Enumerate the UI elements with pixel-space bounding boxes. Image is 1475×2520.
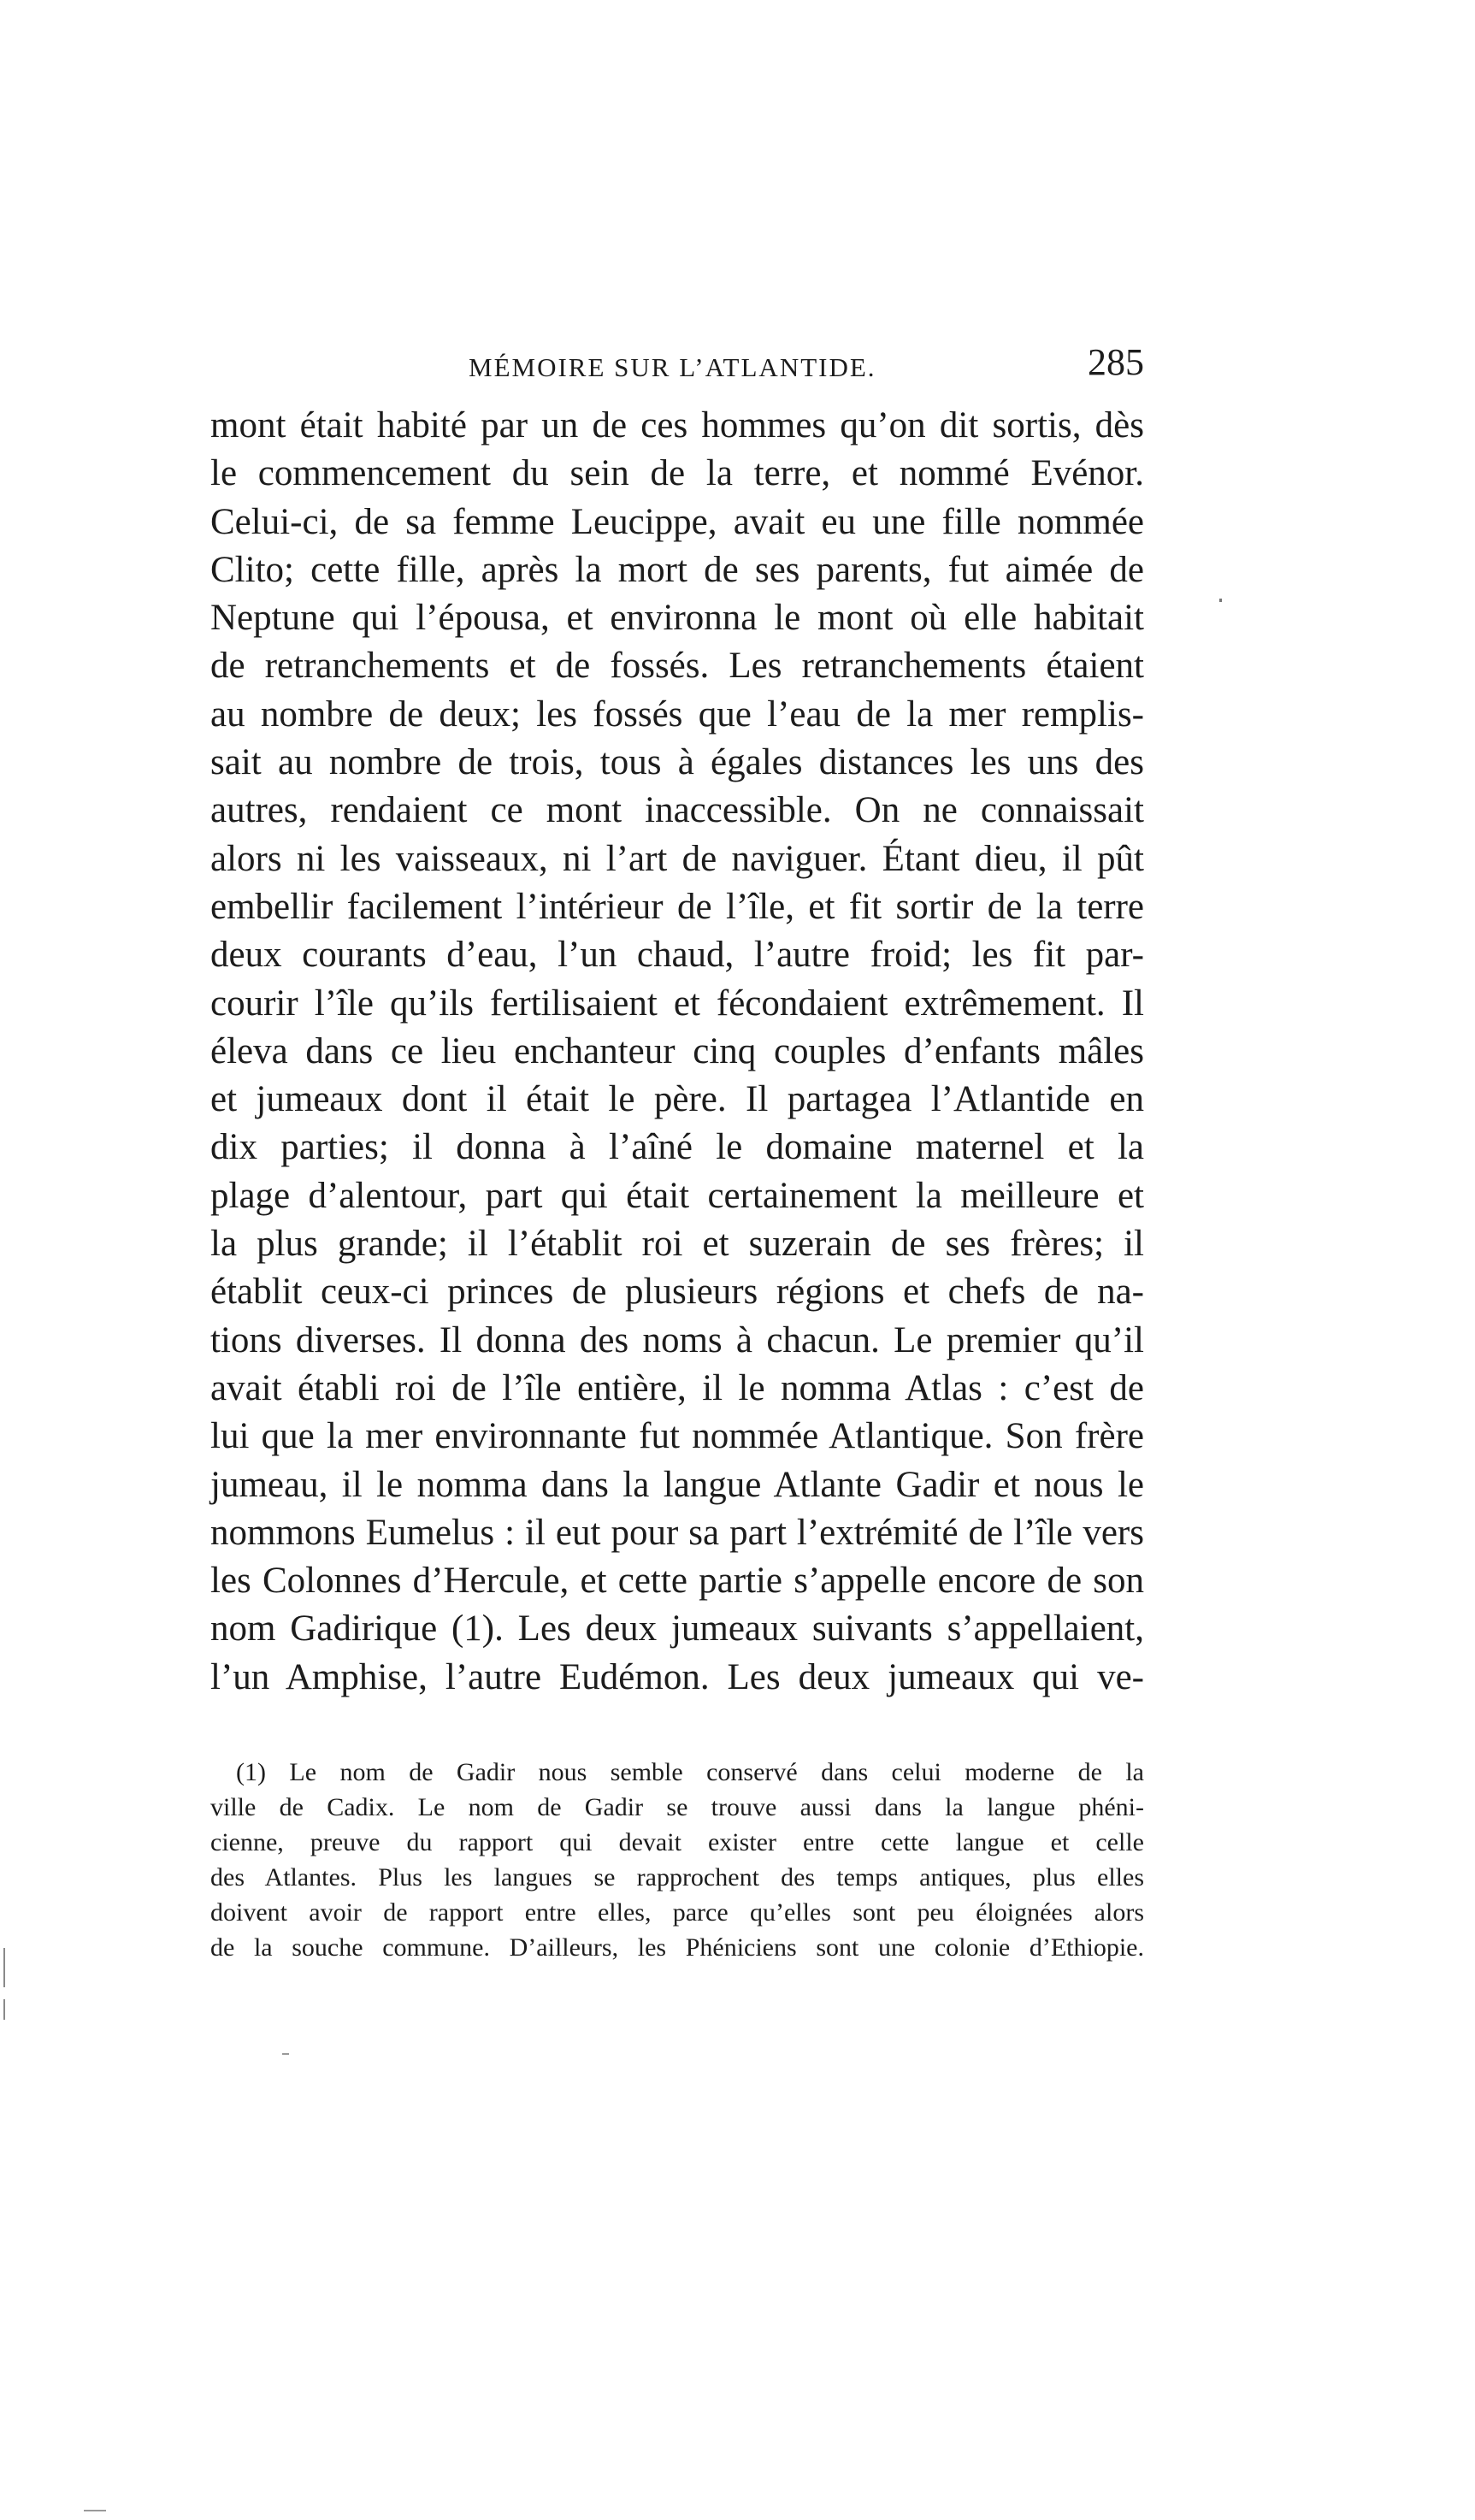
text-line: tions diverses. Il donna des noms à chacun. Le premier qu’il	[210, 1319, 1144, 1360]
scan-speck	[1219, 599, 1222, 602]
running-title: MÉMOIRE SUR L’ATLANTIDE.	[469, 352, 876, 382]
text-line: Clito; cette fille, après la mort de ses parents, fut aimée de	[210, 549, 1144, 590]
text-line: Neptune qui l’épousa, et environna le mont où elle habitait	[210, 598, 1144, 639]
text-line: nom Gadirique (1). Les deux jumeaux suivants s’appellaient,	[210, 1608, 1144, 1650]
text-line: établit ceux-ci princes de plusieurs régions et chefs de na-	[210, 1272, 1144, 1313]
footnote	[210, 1755, 1144, 1965]
text-line: Celui-ci, de sa femme Leucippe, avait eu une fille nommée	[210, 501, 1144, 542]
text-line: plage d’alentour, part qui était certainement la meilleure et	[210, 1175, 1144, 1216]
text-line: avait établi roi de l’île entière, il le nomma Atlas : c’est de	[210, 1367, 1144, 1408]
text-line: l’un Amphise, l’autre Eudémon. Les deux jumeaux qui ve-	[210, 1656, 1144, 1697]
text-line: dix parties; il donna à l’aîné le domaine maternel et la	[210, 1127, 1144, 1168]
footnote-line: doivent avoir de rapport entre elles, parce qu’elles sont peu éloignées alors	[210, 1898, 1144, 1927]
scan-dash-mark	[84, 2510, 106, 2511]
text-line: sait au nombre de trois, tous à égales distances les uns des	[210, 742, 1144, 783]
text-line: mont était habité par un de ces hommes qu’on dit sortis, dès	[210, 405, 1144, 446]
footnote-line: de la souche commune. D’ailleurs, les Phéniciens sont une colonie d’Ethiopie.	[210, 1933, 1144, 1962]
main-text	[210, 402, 1144, 1702]
running-head	[212, 340, 1144, 392]
text-line: deux courants d’eau, l’un chaud, l’autre froid; les fit par-	[210, 935, 1144, 976]
text-line: les Colonnes d’Hercule, et cette partie s’appelle encore de son	[210, 1561, 1144, 1602]
footnote-line: (1) Le nom de Gadir nous semble conservé dans celui moderne de la	[236, 1758, 1144, 1786]
text-line: autres, rendaient ce mont inaccessible. On ne connaissait	[210, 790, 1144, 831]
text-line: éleva dans ce lieu enchanteur cinq couples d’enfants mâles	[210, 1030, 1144, 1071]
text-line: embellir facilement l’intérieur de l’île, et fit sortir de la terre	[210, 886, 1144, 927]
text-line: lui que la mer environnante fut nommée Atlantique. Son frère	[210, 1416, 1144, 1457]
scan-speck	[282, 2053, 289, 2055]
footnote-line: cienne, preuve du rapport qui devait exister entre cette langue et celle	[210, 1828, 1144, 1856]
text-line: au nombre de deux; les fossés que l’eau de la mer remplis-	[210, 693, 1144, 735]
text-line: le commencement du sein de la terre, et nommé Evénor.	[210, 453, 1144, 494]
text-line: la plus grande; il l’établit roi et suzerain de ses frères; il	[210, 1224, 1144, 1265]
text-line: et jumeaux dont il était le père. Il partagea l’Atlantide en	[210, 1079, 1144, 1120]
footnote-line: ville de Cadix. Le nom de Gadir se trouve aussi dans la langue phéni-	[210, 1793, 1144, 1821]
scan-edge-mark	[3, 1948, 5, 1987]
text-line: courir l’île qu’ils fertilisaient et fécondaient extrêmement. Il	[210, 983, 1144, 1024]
text-line: de retranchements et de fossés. Les retranchements étaient	[210, 646, 1144, 687]
page-number: 285	[1088, 341, 1144, 383]
text-line: jumeau, il le nomma dans la langue Atlante Gadir et nous le	[210, 1464, 1144, 1505]
text-line: alors ni les vaisseaux, ni l’art de naviguer. Étant dieu, il pût	[210, 838, 1144, 879]
footnote-line: des Atlantes. Plus les langues se rapprochent des temps antiques, plus elles	[210, 1863, 1144, 1891]
text-line: nommons Eumelus : il eut pour sa part l’extrémité de l’île vers	[210, 1512, 1144, 1553]
scan-edge-mark	[3, 1999, 5, 2020]
